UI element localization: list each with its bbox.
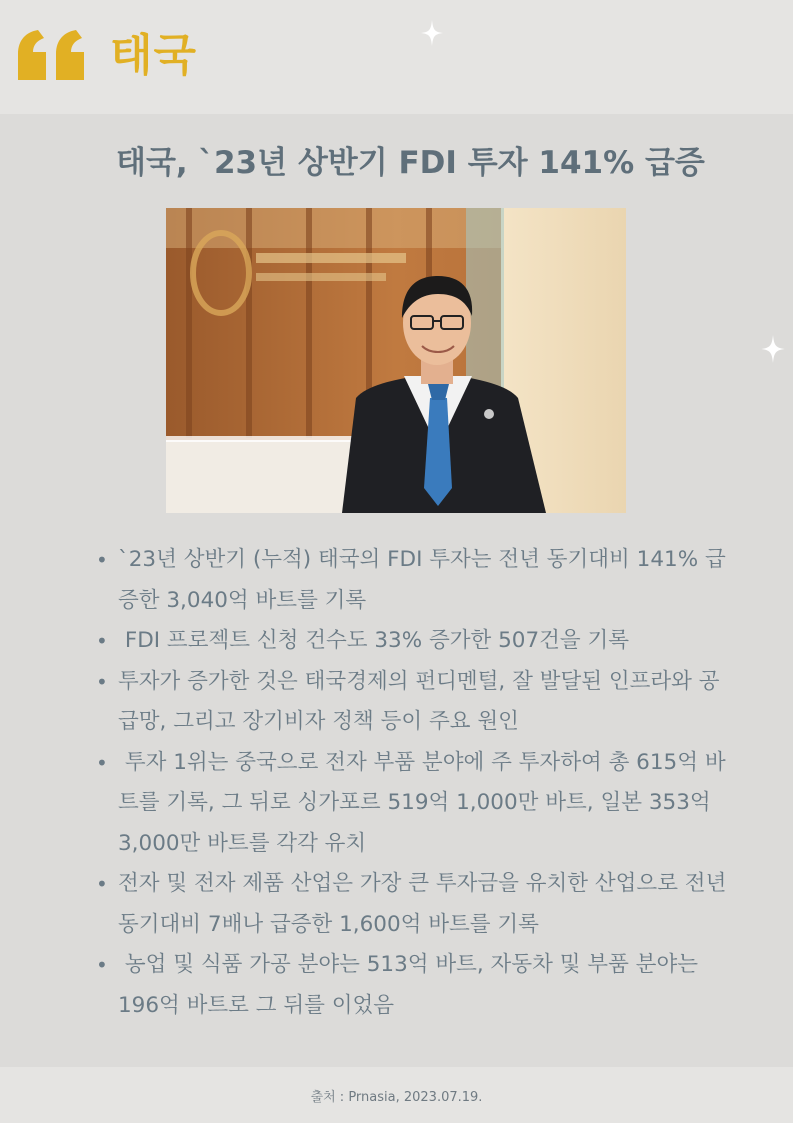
sparkle-icon xyxy=(761,335,785,363)
bullet-text: `23년 상반기 (누적) 태국의 FDI 투자는 전년 동기대비 141% 급증한 3,040억 바트를 기록 xyxy=(118,547,726,613)
list-item xyxy=(92,540,732,621)
headline: 태국, `23년 상반기 FDI 투자 141% 급증 xyxy=(116,145,705,181)
quote-icon xyxy=(18,30,86,80)
bullet-dot: • xyxy=(96,872,108,896)
bullet-dot: • xyxy=(96,629,108,653)
bullet-text: 투자가 증가한 것은 태국경제의 펀디멘털, 잘 발달된 인프라와 공급망, 그리고 장기비자 정책 등이 주요 원인 xyxy=(118,668,720,734)
list-item xyxy=(92,743,732,865)
list-item xyxy=(92,662,732,743)
bullet-dot: • xyxy=(96,669,108,694)
source-citation: 출처 : Prnasia, 2023.07.19. xyxy=(310,1090,483,1105)
bullet-dot: • xyxy=(96,548,108,572)
bullet-text: FDI 프로젝트 신청 건수도 33% 증가한 507건을 기록 xyxy=(118,628,630,653)
bullet-text: 투자 1위는 중국으로 전자 부품 분야에 주 투자하여 총 615억 바트를 기록, 그 뒤로 싱가포르 519억 1,000만 바트, 일본 353억 3,000만 바트를 각각 유치 xyxy=(118,749,726,856)
bullet-list xyxy=(92,540,732,1026)
bullet-text: 농업 및 식품 가공 분야는 513억 바트, 자동차 및 부품 분야는 196억 바트로 그 뒤를 이었음 xyxy=(118,952,705,1018)
list-item xyxy=(92,945,732,1026)
bullet-dot: • xyxy=(96,750,108,775)
list-item xyxy=(92,864,732,945)
bullet-text: 전자 및 전자 제품 산업은 가장 큰 투자금을 유치한 산업으로 전년 동기대비 7배나 급증한 1,600억 바트를 기록 xyxy=(118,871,727,937)
list-item xyxy=(92,621,732,662)
portrait-photo xyxy=(166,208,626,513)
bullet-dot: • xyxy=(96,953,108,977)
sparkle-icon xyxy=(421,20,443,46)
country-title: 태국 xyxy=(110,30,198,81)
